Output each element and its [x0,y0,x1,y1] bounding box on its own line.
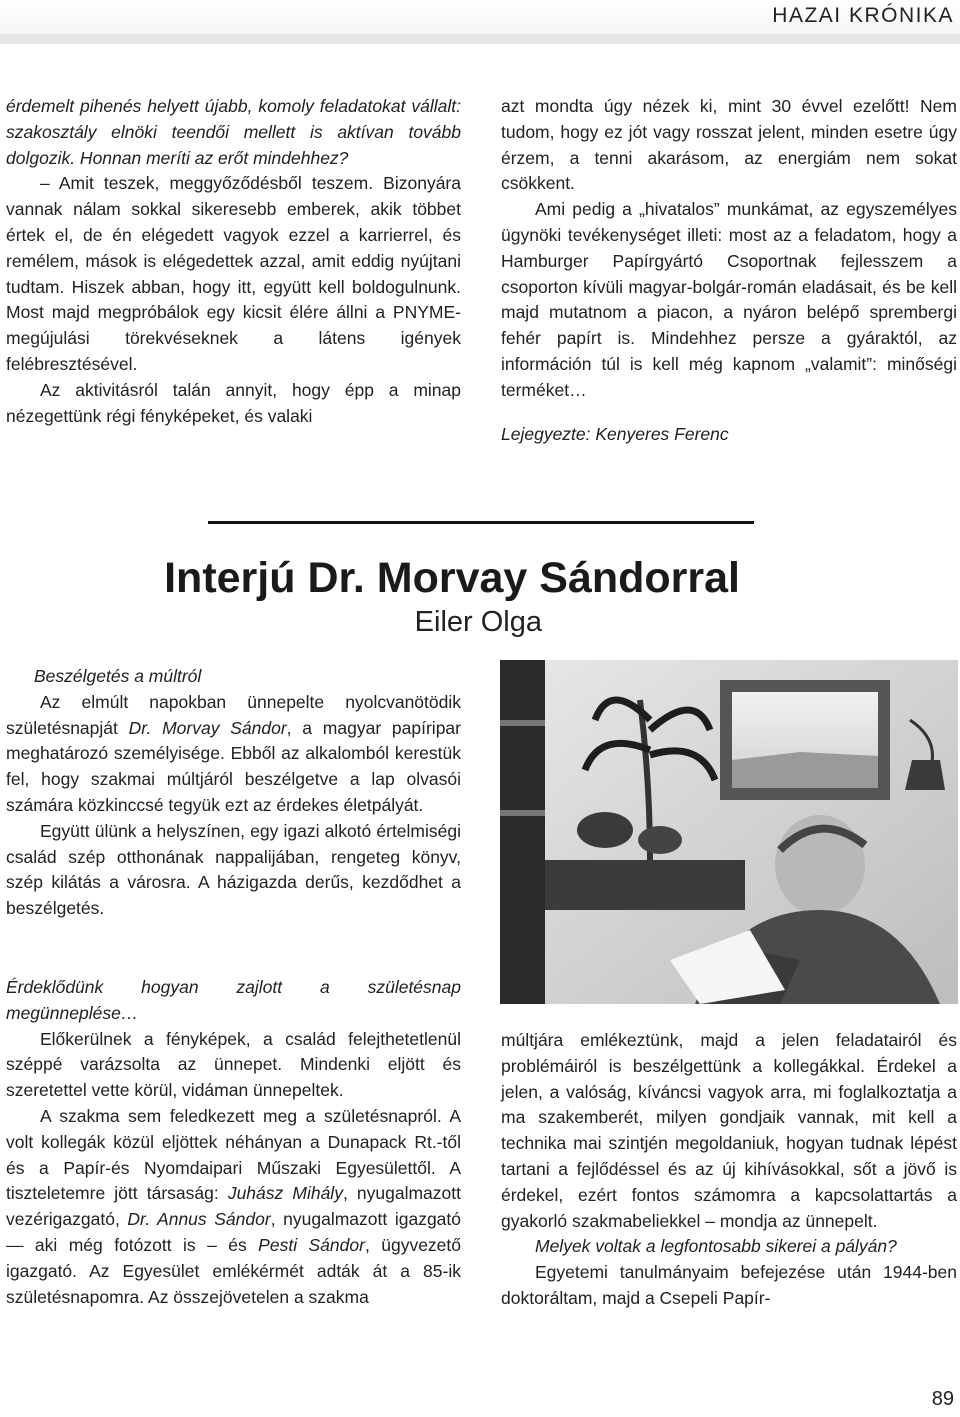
answer-paragraph: – Amit teszek, meggyőződésből teszem. Bizonyára vannak nálam sokkal sikeresebb emberek, akik többet értek el, de én elégedett vagyok ezzel a karrierrel, és remélem, mások is elégedettek azzal, amit eddig nyújtani tudtam. Hiszek abban, hogy itt, együtt kell boldogulnunk. Most majd megpróbálok egy kicsit élére állni a PNYME-megújulási törekvéseknek a látens igények felébresztésével. [6,173,461,374]
body-paragraph: múltjára emlékeztünk, majd a jelen feladatairól és problémáiról is beszélgettünk a kollegákkal. Érdekel a jelen, a valóság, kíváncsi vagyok arra, mi foglalkoztatja a ma szakemberét, milyen gondjaik vannak, mit kell a technika mai szintjén megoldaniuk, hogyan tudnak lépést tartani a fejlődéssel és az új kihívásokkal, sőt a jövő is érdekel, ezért fontos számomra a kapcsolattartás a gyakorló szakmabeliekkel – mondja az ünnepelt. [501,1030,957,1231]
article-author: Eiler Olga [414,606,542,638]
person-name: Dr. Morvay Sándor [128,717,287,738]
body-paragraph: Az aktivitásról talán annyit, hogy épp a minap nézegettünk régi fényképeket, és valaki [6,379,461,426]
subheading: Beszélgetés a múltról [34,666,202,686]
lower-left-column [6,975,461,1310]
title-rule [208,521,754,524]
section-title: HAZAI KRÓNIKA [772,4,954,27]
person-name: Juhász Mihály [227,1183,343,1204]
intro-column [6,664,461,922]
text-run: Az elmúlt napokban ünnepelte nyolcvanötödik születésnapját [6,691,461,738]
running-header [0,0,960,44]
header-rule [0,34,960,44]
question-text: Melyek voltak a legfontosabb sikerei a pályán? [535,1236,897,1257]
page-number: 89 [931,1388,954,1410]
portrait-photo [500,660,958,1004]
photo-illustration [500,660,958,1004]
text-run: , nyugalmazott igazgató — aki még fotózott is – és [6,1209,462,1255]
text-run: , nyugalmazott vezérigazgató, [6,1183,461,1230]
upper-left-column [6,94,461,429]
question-text: érdemelt pihenés helyett újabb, komoly feladatokat vállalt: szakosztály elnöki teendői mellett is aktívan tovább dolgozik. Honnan meríti az erőt mindehhez? [6,96,461,168]
body-paragraph: Ami pedig a „hivatalos” munkámat, az egyszemélyes ügynöki tevékenységet illeti: most az a feladatom, hogy a Hamburger Papírgyártó Csoportnak fejlesszem a csoporton kívüli magyar-bolgár-román eladásait, és be kell majd mutatnom a piacon, a nyáron belépő sprembergi fehér papírt is. Mindehhez persze a gyáraktól, az információn túl is kell még kapnom „valamit”: minőségi terméket… [501,199,957,400]
answer-paragraph: Előkerülnek a fényképek, a család felejthetetlenül széppé varázsolta az ünnepet. Mindenki eljött és szeretettel vette körül, vidáman ünnepeltek. [6,1028,461,1101]
upper-right-column [501,94,957,447]
lower-right-column [501,1028,957,1312]
answer-paragraph: Egyetemi tanulmányaim befejezése után 1944-ben doktoráltam, majd a Csepeli Papír- [501,1262,957,1308]
answer-paragraph [6,1104,461,1310]
person-name: Dr. Annus Sándor [127,1209,271,1230]
text-run: , ügyvezető igazgató. Az Egyesület emlékérmét adták át a 85-ik születésnapomra. Az összejövetelen a szakma [6,1234,462,1307]
intro-paragraph [6,690,461,819]
byline-signature: Lejegyezte: Kenyeres Ferenc [501,423,729,444]
body-paragraph: azt mondta úgy nézek ki, mint 30 évvel ezelőtt! Nem tudom, hogy ez jót vagy rosszat jelent, minden esetre úgy érzem, a tenni akarásom, az energiám nem sokat csökkent. [501,96,957,194]
text-run: A szakma sem feledkezett meg a születésnapról. A volt kollegák közül eljöttek néhányan a Dunapack Rt.-től és a Papír-és Nyomdaipari Műszaki Egyesülettől. A tiszteletemre jött társaság: [6,1105,461,1204]
intro-paragraph: Együtt ülünk a helyszínen, egy igazi alkotó értelmiségi család szép otthonának nappalijában, rengeteg könyv, szép kilátás a városra. A házigazda derűs, kezdődhet a beszélgetés. [6,820,461,919]
text-run: , a magyar papíripar meghatározó személyisége. Ebből az alkalomból kerestük fel, hogy szakmai múltjáról beszélgetve a lap olvasói számára közkinccsé tegyük ezt az érdekes életpályát. [6,717,461,815]
question-text: Érdeklődünk hogyan zajlott a születésnap megünneplése… [6,977,461,1023]
person-name: Pesti Sándor [258,1234,365,1255]
article-title: Interjú Dr. Morvay Sándorral [164,554,740,602]
